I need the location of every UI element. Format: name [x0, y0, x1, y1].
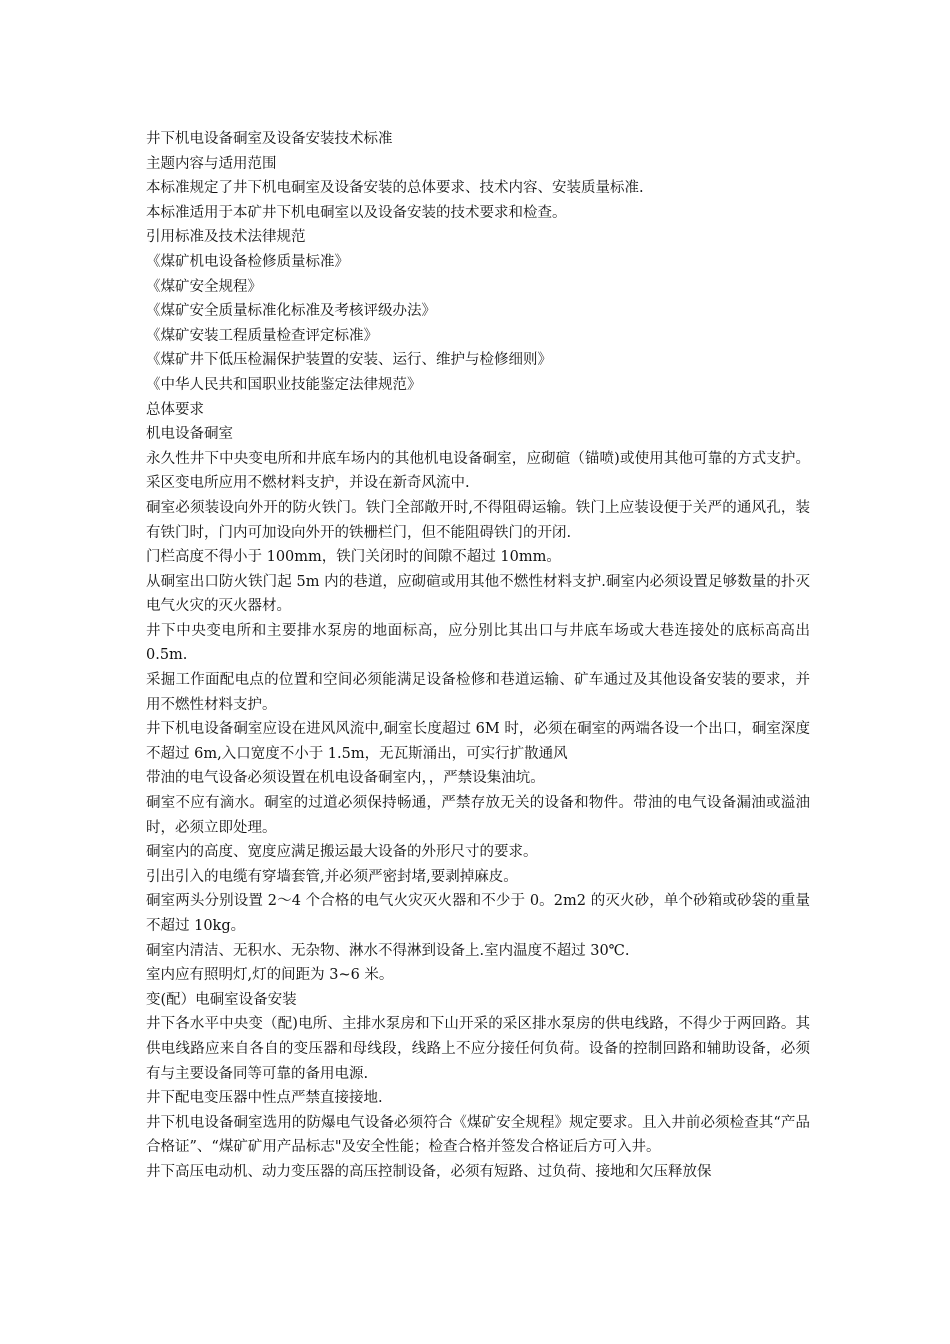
paragraph: 带油的电气设备必须设置在机电设备硐室内，，严禁设集油坑。 — [146, 770, 545, 787]
paragraph: 采掘工作面配电点的位置和空间必须能满足设备检修和巷道运输、矿车通过及其他设备安装的要求，并用不燃性材料支护。 — [146, 672, 810, 713]
paragraph: 井下中央变电所和主要排水泵房的地面标高，应分别比其出口与井底车场或大巷连接处的底标高高出 0.5m. — [146, 622, 810, 664]
paragraph: 室内应有照明灯,灯的间距为 3~6 米。 — [146, 967, 394, 984]
paragraph: 井下配电变压器中性点严禁直接接地. — [146, 1090, 383, 1107]
reference-item: 《煤矿安全质量标准化标准及考核评级办法》 — [146, 303, 436, 320]
section-heading: 引用标准及技术法律规范 — [146, 229, 306, 246]
doc-title: 井下机电设备硐室及设备安装技术标准 — [146, 131, 393, 147]
paragraph: 从硐室出口防火铁门起 5m 内的巷道，应砌碹或用其他不燃性材料支护.硐室内必须设置足够数量的扑灭电气火灾的灭火器材。 — [146, 573, 810, 615]
document-body — [146, 127, 810, 1185]
section-heading: 主题内容与适用范围 — [146, 155, 277, 172]
reference-item: 《中华人民共和国职业技能鉴定法律规范》 — [146, 376, 422, 393]
subsection-heading: 变(配）电硐室设备安装 — [146, 991, 297, 1008]
section-heading: 总体要求 — [146, 401, 204, 418]
reference-item: 《煤矿安装工程质量检查评定标准》 — [146, 327, 378, 344]
reference-item: 《煤矿安全规程》 — [146, 278, 262, 295]
paragraph: 井下机电设备硐室应设在进风风流中,硐室长度超过 6M 时，必须在硐室的两端各设一个出口，硐室深度不超过 6m,入口宽度不小于 1.5m，无瓦斯涌出，可实行扩散通风 — [146, 721, 810, 762]
reference-item: 《煤矿机电设备检修质量标准》 — [146, 253, 349, 270]
paragraph: 门栏高度不得小于 100mm，铁门关闭时的间隙不超过 10mm。 — [146, 549, 561, 566]
paragraph: 本标准适用于本矿井下机电硐室以及设备安装的技术要求和检查。 — [146, 204, 567, 221]
paragraph: 硐室两头分别设置 2～4 个合格的电气火灾灭火器和不少于 0。2m2 的灭火砂，单个砂箱或砂袋的重量不超过 10kg。 — [146, 893, 810, 934]
paragraph: 引出引入的电缆有穿墙套管,并必须严密封堵,要剥掉麻皮。 — [146, 868, 518, 885]
paragraph: 硐室必须装设向外开的防火铁门。铁门全部敞开时,不得阻碍运输。铁门上应装设便于关严的通风孔，装有铁门时，门内可加设向外开的铁栅栏门，但不能阻碍铁门的开闭. — [146, 499, 810, 541]
paragraph: 硐室内的高度、宽度应满足搬运最大设备的外形尺寸的要求。 — [146, 844, 538, 861]
paragraph: 本标准规定了井下机电硐室及设备安装的总体要求、技术内容、安装质量标准. — [146, 180, 644, 197]
paragraph: 井下各水平中央变（配)电所、主排水泵房和下山开采的采区排水泵房的供电线路，不得少于两回路。其供电线路应来自各自的变压器和母线段，线路上不应分接任何负荷。设备的控制回路和辅助设备，必须有与主要设备同等可靠的备用电源. — [146, 1016, 810, 1082]
paragraph: 井下高压电动机、动力变压器的高压控制设备，必须有短路、过负荷、接地和欠压释放保 — [146, 1163, 712, 1180]
subsection-heading: 机电设备硐室 — [146, 426, 233, 443]
paragraph: 永久性井下中央变电所和井底车场内的其他机电设备硐室，应砌碹（锚喷)或使用其他可靠的方式支护。采区变电所应用不燃材料支护，并设在新奇风流中. — [146, 450, 810, 492]
paragraph: 硐室内清洁、无积水、无杂物、淋水不得淋到设备上.室内温度不超过 30℃. — [146, 942, 630, 959]
reference-item: 《煤矿井下低压检漏保护装置的安装、运行、维护与检修细则》 — [146, 352, 552, 369]
paragraph: 硐室不应有滴水。硐室的过道必须保持畅通，严禁存放无关的设备和物件。带油的电气设备漏油或溢油时，必须立即处理。 — [146, 795, 810, 836]
paragraph: 井下机电设备硐室选用的防爆电气设备必须符合《煤矿安全规程》规定要求。且入井前必须检查其“产品合格证”、“煤矿矿用产品标志"及安全性能；检查合格并签发合格证后方可入井。 — [146, 1114, 810, 1156]
